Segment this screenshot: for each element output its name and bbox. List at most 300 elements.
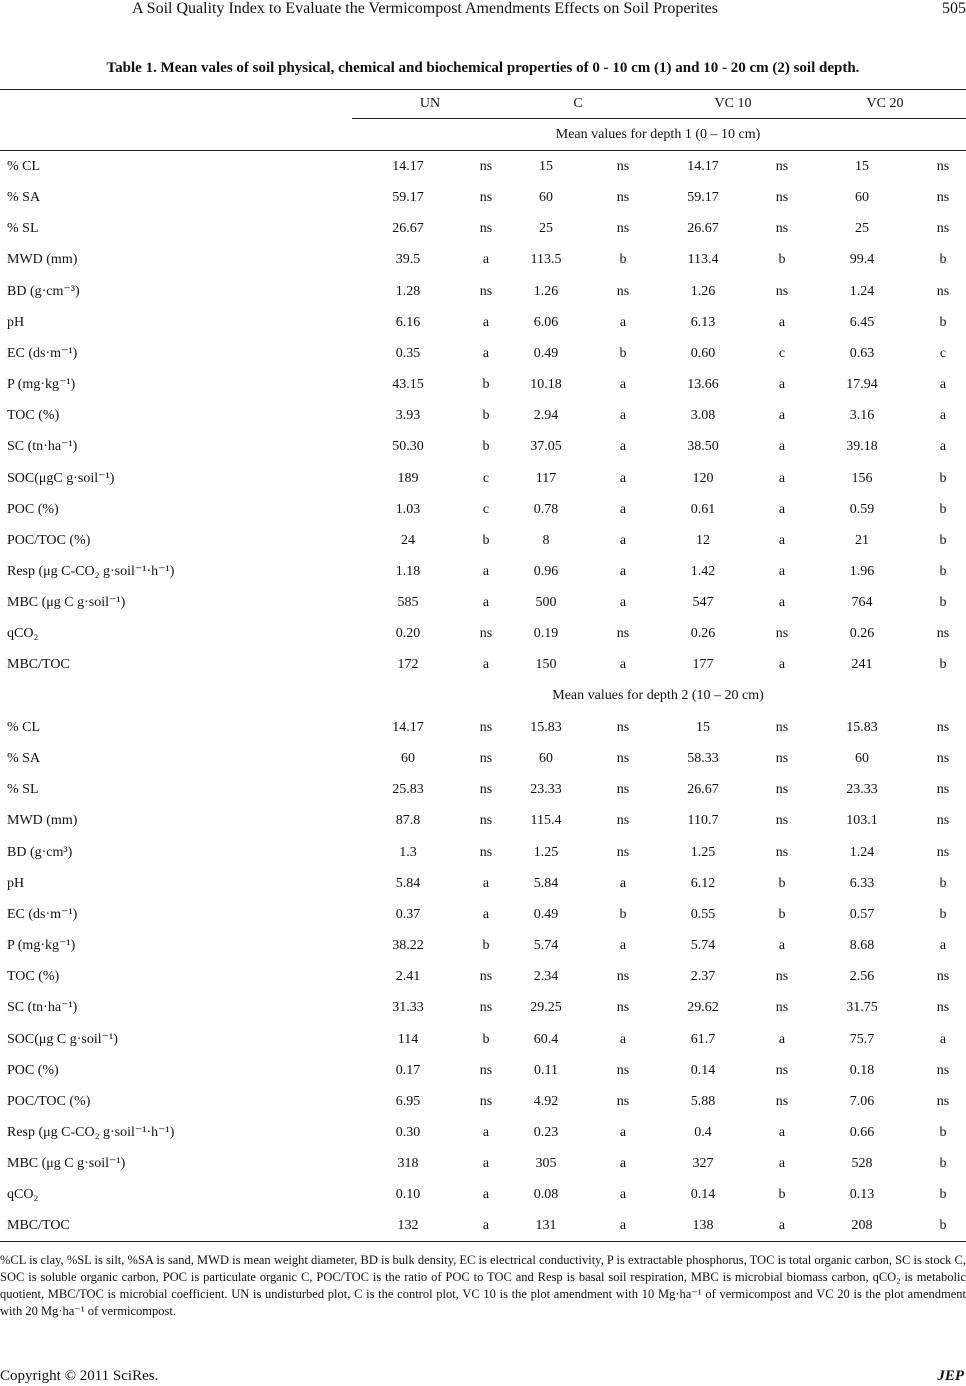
- table-cell: 6.33: [849, 876, 875, 891]
- table-cell: b: [939, 533, 947, 548]
- table-bottom-rule: [0, 1241, 966, 1242]
- table-cell: a: [482, 595, 490, 610]
- table-cell: ns: [775, 190, 789, 205]
- table-cell: ns: [479, 969, 493, 984]
- row-label: % SL: [7, 221, 39, 236]
- row-label: BD (g·cm⁻³): [7, 284, 80, 299]
- row-label: % CL: [7, 159, 41, 174]
- table-cell: ns: [479, 782, 493, 797]
- table-cell: a: [778, 595, 786, 610]
- table-cell: ns: [936, 1094, 950, 1109]
- table-cell: 2.94: [533, 408, 559, 423]
- table-cell: 120: [692, 471, 714, 486]
- table-cell: a: [778, 938, 786, 953]
- row-label: MBC/TOC: [7, 1218, 70, 1233]
- table-cell: a: [619, 595, 627, 610]
- table-cell: a: [939, 408, 947, 423]
- table-cell: 10.18: [530, 377, 562, 392]
- table-cell: a: [939, 938, 947, 953]
- table-cell: ns: [936, 782, 950, 797]
- table-cell: a: [778, 533, 786, 548]
- table-cell: ns: [616, 190, 630, 205]
- table-cell: a: [619, 408, 627, 423]
- table-cell: a: [482, 252, 490, 267]
- column-header: VC 10: [714, 96, 752, 111]
- table-cell: ns: [616, 221, 630, 236]
- table-cell: b: [939, 657, 947, 672]
- table-cell: ns: [479, 1063, 493, 1078]
- table-cell: ns: [479, 1094, 493, 1109]
- table-cell: b: [778, 1187, 786, 1202]
- table-cell: b: [939, 315, 947, 330]
- table-cell: 1.18: [395, 564, 421, 579]
- table-cell: 0.37: [395, 907, 421, 922]
- table-cell: 0.35: [395, 346, 421, 361]
- table-cell: 117: [535, 471, 557, 486]
- row-label: TOC (%): [7, 408, 60, 423]
- table-cell: 103.1: [846, 813, 878, 828]
- table-cell: ns: [616, 813, 630, 828]
- table-cell: ns: [936, 1000, 950, 1015]
- table-cell: a: [778, 1125, 786, 1140]
- table-cell: a: [619, 938, 627, 953]
- column-header: UN: [419, 96, 441, 111]
- table-cell: a: [619, 377, 627, 392]
- table-cell: ns: [775, 720, 789, 735]
- table-cell: a: [619, 315, 627, 330]
- row-label: Resp (μg C-CO₂ g·soil⁻¹·h⁻¹): [7, 564, 175, 579]
- table-cell: a: [482, 1125, 490, 1140]
- table-cell: b: [939, 564, 947, 579]
- table-cell: b: [939, 1156, 947, 1171]
- table-cell: 110.7: [687, 813, 719, 828]
- table-cell: 23.33: [846, 782, 878, 797]
- table-cell: ns: [479, 720, 493, 735]
- table-cell: b: [939, 252, 947, 267]
- table-cell: 0.26: [849, 626, 875, 641]
- table-cell: b: [939, 876, 947, 891]
- table-cell: a: [482, 657, 490, 672]
- table-cell: 1.24: [849, 845, 875, 860]
- table-cell: ns: [775, 969, 789, 984]
- table-cell: b: [939, 1125, 947, 1140]
- table-cell: 6.95: [395, 1094, 421, 1109]
- table-cell: 4.92: [533, 1094, 559, 1109]
- table-cell: c: [482, 502, 490, 517]
- table-cell: 14.17: [687, 159, 719, 174]
- table-cell: b: [482, 1032, 490, 1047]
- table-cell: b: [619, 252, 627, 267]
- table-cell: 327: [692, 1156, 714, 1171]
- table-cell: 8.68: [849, 938, 875, 953]
- table-cell: ns: [479, 626, 493, 641]
- header-bottom-rule: [0, 150, 966, 151]
- row-label: EC (ds·m⁻¹): [7, 907, 78, 922]
- table-cell: 2.37: [690, 969, 716, 984]
- table-cell: 0.08: [533, 1187, 559, 1202]
- table-cell: b: [939, 595, 947, 610]
- table-cell: ns: [775, 1094, 789, 1109]
- table-cell: a: [778, 377, 786, 392]
- table-cell: 5.88: [690, 1094, 716, 1109]
- table-cell: 0.49: [533, 346, 559, 361]
- table-cell: ns: [775, 813, 789, 828]
- row-label: qCO₂: [7, 1187, 39, 1202]
- table-cell: 0.10: [395, 1187, 421, 1202]
- column-header: VC 20: [866, 96, 904, 111]
- table-cell: a: [778, 1156, 786, 1171]
- table-cell: 5.74: [690, 938, 716, 953]
- table-cell: a: [482, 907, 490, 922]
- table-cell: 15: [696, 720, 710, 735]
- table-cell: ns: [479, 284, 493, 299]
- table-cell: ns: [936, 969, 950, 984]
- table-cell: ns: [936, 845, 950, 860]
- table-cell: ns: [936, 813, 950, 828]
- table-cell: 87.8: [395, 813, 421, 828]
- table-cell: 13.66: [687, 377, 719, 392]
- table-cell: 0.55: [690, 907, 716, 922]
- table-cell: b: [482, 377, 490, 392]
- copyright-notice: Copyright © 2011 SciRes.: [0, 1368, 159, 1384]
- row-label: TOC (%): [7, 969, 60, 984]
- column-header: C: [573, 96, 583, 111]
- table-cell: 1.24: [849, 284, 875, 299]
- table-cell: 113.4: [687, 252, 719, 267]
- row-label: BD (g·cm³): [7, 845, 73, 860]
- table-cell: 0.66: [849, 1125, 875, 1140]
- row-label: qCO₂: [7, 626, 39, 641]
- row-label: MWD (mm): [7, 813, 78, 828]
- row-label: P (mg·kg⁻¹): [7, 377, 76, 392]
- row-label: SC (tn·ha⁻¹): [7, 1000, 78, 1015]
- section-heading-depth-1: Mean values for depth 1 (0 – 10 cm): [555, 127, 761, 142]
- table-cell: 132: [397, 1218, 419, 1233]
- table-cell: a: [778, 502, 786, 517]
- table-cell: a: [619, 533, 627, 548]
- table-cell: ns: [775, 159, 789, 174]
- row-label: MBC (μg C g·soil⁻¹): [7, 595, 126, 610]
- table-cell: 26.67: [392, 221, 424, 236]
- table-cell: a: [619, 1218, 627, 1233]
- table-cell: ns: [936, 159, 950, 174]
- table-cell: ns: [616, 1094, 630, 1109]
- table-cell: a: [619, 1125, 627, 1140]
- table-cell: a: [619, 876, 627, 891]
- row-label: SC (tn·ha⁻¹): [7, 439, 78, 454]
- row-label: Resp (μg C-CO₂ g·soil⁻¹·h⁻¹): [7, 1125, 175, 1140]
- table-cell: 38.50: [687, 439, 719, 454]
- table-cell: 0.17: [395, 1063, 421, 1078]
- table-cell: 61.7: [690, 1032, 716, 1047]
- table-cell: ns: [479, 190, 493, 205]
- table-cell: ns: [479, 221, 493, 236]
- row-label: % CL: [7, 720, 41, 735]
- table-cell: 29.25: [530, 1000, 562, 1015]
- table-cell: a: [482, 1187, 490, 1202]
- table-cell: 585: [397, 595, 419, 610]
- table-cell: 6.06: [533, 315, 559, 330]
- table-cell: 21: [855, 533, 869, 548]
- table-cell: b: [939, 1187, 947, 1202]
- row-label: % SA: [7, 751, 41, 766]
- table-cell: b: [778, 876, 786, 891]
- table-cell: 547: [692, 595, 714, 610]
- table-cell: 5.74: [533, 938, 559, 953]
- table-cell: 2.56: [849, 969, 875, 984]
- table-cell: 0.13: [849, 1187, 875, 1202]
- table-cell: 29.62: [687, 1000, 719, 1015]
- table-cell: 50.30: [392, 439, 424, 454]
- table-cell: 0.60: [690, 346, 716, 361]
- table-cell: 0.4: [694, 1125, 712, 1140]
- table-cell: 60: [401, 751, 415, 766]
- table-cell: 0.23: [533, 1125, 559, 1140]
- table-cell: ns: [936, 1063, 950, 1078]
- table-cell: 0.14: [690, 1063, 716, 1078]
- table-cell: 2.41: [395, 969, 421, 984]
- table-cell: ns: [616, 751, 630, 766]
- table-cell: c: [778, 346, 786, 361]
- table-cell: ns: [775, 221, 789, 236]
- table-cell: a: [619, 1032, 627, 1047]
- table-cell: 60.4: [533, 1032, 559, 1047]
- table-cell: 150: [535, 657, 557, 672]
- table-cell: a: [778, 471, 786, 486]
- table-cell: 26.67: [687, 782, 719, 797]
- table-cell: a: [482, 1218, 490, 1233]
- row-label: % SA: [7, 190, 41, 205]
- table-cell: 25: [539, 221, 553, 236]
- table-top-rule: [0, 89, 966, 90]
- table-cell: ns: [775, 1063, 789, 1078]
- table-cell: a: [778, 1218, 786, 1233]
- table-cell: b: [482, 533, 490, 548]
- table-cell: 177: [692, 657, 714, 672]
- row-label: MWD (mm): [7, 252, 78, 267]
- table-cell: 3.16: [849, 408, 875, 423]
- table-cell: b: [619, 346, 627, 361]
- table-cell: ns: [616, 845, 630, 860]
- table-cell: 113.5: [530, 252, 562, 267]
- row-label: % SL: [7, 782, 39, 797]
- table-cell: 1.28: [395, 284, 421, 299]
- table-cell: 59.17: [687, 190, 719, 205]
- table-cell: ns: [616, 720, 630, 735]
- table-cell: 0.61: [690, 502, 716, 517]
- table-footnote: %CL is clay, %SL is silt, %SA is sand, MWD is mean weight diameter, BD is bulk density, EC is electrical conductivity, P is extractable phosphorus, TOC is total organic carbon, SC is stock C, SOC is soluble organic carbon, POC is particulate organic C, POC/TOC is the ratio of POC to TOC and Resp is basal soil respiration, MBC is microbial biomass carbon, qCO₂ is metabolic quotient, MBC/TOC is microbial coefficient. UN is undisturbed plot, C is the control plot, VC 10 is the plot amendment with 10 Mg·ha⁻¹ of vermicompost and VC 20 is the plot amendment with 20 Mg·ha⁻¹ of vermicompost.: [0, 1253, 966, 1318]
- table-cell: a: [939, 377, 947, 392]
- table-cell: ns: [616, 1063, 630, 1078]
- table-cell: ns: [616, 284, 630, 299]
- table-cell: 60: [855, 751, 869, 766]
- table-cell: ns: [775, 284, 789, 299]
- table-cell: b: [939, 471, 947, 486]
- table-cell: c: [482, 471, 490, 486]
- table-cell: 156: [851, 471, 873, 486]
- table-cell: ns: [775, 845, 789, 860]
- table-cell: ns: [775, 1000, 789, 1015]
- table-cell: 1.03: [395, 502, 421, 517]
- table-cell: 3.08: [690, 408, 716, 423]
- row-label: pH: [7, 876, 25, 891]
- table-cell: b: [939, 907, 947, 922]
- row-label: POC (%): [7, 1063, 59, 1078]
- table-cell: 23.33: [530, 782, 562, 797]
- table-cell: 5.84: [533, 876, 559, 891]
- table-cell: a: [778, 657, 786, 672]
- table-cell: a: [482, 564, 490, 579]
- row-label: SOC(μgC g·soil⁻¹): [7, 471, 115, 486]
- row-label: pH: [7, 315, 25, 330]
- table-cell: ns: [775, 751, 789, 766]
- row-label: MBC/TOC: [7, 657, 70, 672]
- table-cell: a: [482, 1156, 490, 1171]
- header-sub-rule: [352, 118, 966, 119]
- table-cell: ns: [616, 969, 630, 984]
- table-cell: 25.83: [392, 782, 424, 797]
- table-cell: a: [482, 315, 490, 330]
- table-cell: 0.78: [533, 502, 559, 517]
- table-cell: 14.17: [392, 159, 424, 174]
- table-cell: ns: [479, 159, 493, 174]
- table-cell: 131: [535, 1218, 557, 1233]
- table-cell: ns: [616, 1000, 630, 1015]
- table-cell: 99.4: [849, 252, 875, 267]
- table-cell: a: [619, 1156, 627, 1171]
- table-cell: ns: [775, 626, 789, 641]
- table-cell: b: [482, 408, 490, 423]
- table-cell: 6.16: [395, 315, 421, 330]
- table-cell: b: [939, 1218, 947, 1233]
- row-label: POC/TOC (%): [7, 533, 91, 548]
- table-cell: ns: [936, 751, 950, 766]
- table-cell: a: [778, 408, 786, 423]
- table-cell: 31.75: [846, 1000, 878, 1015]
- table-cell: 0.57: [849, 907, 875, 922]
- table-cell: 15: [855, 159, 869, 174]
- table-cell: a: [482, 876, 490, 891]
- table-cell: 38.22: [392, 938, 424, 953]
- table-cell: a: [619, 439, 627, 454]
- table-cell: 43.15: [392, 377, 424, 392]
- table-cell: 15.83: [846, 720, 878, 735]
- table-cell: b: [939, 502, 947, 517]
- page-number: 505: [942, 0, 966, 17]
- table-cell: a: [778, 1032, 786, 1047]
- table-caption: Table 1. Mean vales of soil physical, chemical and biochemical properties of 0 - 10 cm (1) and 10 - 20 cm (2) soil depth.: [106, 60, 860, 76]
- table-cell: ns: [936, 221, 950, 236]
- table-cell: 0.11: [534, 1063, 558, 1078]
- table-cell: 241: [851, 657, 873, 672]
- table-cell: 208: [851, 1218, 873, 1233]
- table-cell: a: [778, 439, 786, 454]
- table-cell: a: [619, 502, 627, 517]
- table-cell: ns: [936, 720, 950, 735]
- table-cell: 114: [397, 1032, 419, 1047]
- table-cell: 305: [535, 1156, 557, 1171]
- section-heading-depth-2: Mean values for depth 2 (10 – 20 cm): [552, 688, 764, 703]
- table-cell: 318: [397, 1156, 419, 1171]
- table-cell: b: [619, 907, 627, 922]
- table-cell: 1.26: [533, 284, 559, 299]
- table-cell: a: [619, 564, 627, 579]
- table-cell: 26.67: [687, 221, 719, 236]
- table-cell: 1.96: [849, 564, 875, 579]
- table-cell: a: [778, 315, 786, 330]
- table-cell: b: [778, 907, 786, 922]
- table-cell: a: [939, 1032, 947, 1047]
- table-cell: b: [778, 252, 786, 267]
- row-label: P (mg·kg⁻¹): [7, 938, 76, 953]
- table-cell: 1.25: [690, 845, 716, 860]
- row-label: MBC (μg C g·soil⁻¹): [7, 1156, 126, 1171]
- table-cell: 1.25: [533, 845, 559, 860]
- table-cell: ns: [616, 626, 630, 641]
- table-cell: 1.3: [399, 845, 417, 860]
- table-cell: ns: [775, 782, 789, 797]
- table-cell: a: [778, 564, 786, 579]
- table-cell: ns: [479, 751, 493, 766]
- table-cell: 0.59: [849, 502, 875, 517]
- table-cell: 24: [401, 533, 415, 548]
- table-cell: ns: [936, 626, 950, 641]
- table-cell: 60: [539, 751, 553, 766]
- table-cell: ns: [616, 782, 630, 797]
- table-cell: 0.30: [395, 1125, 421, 1140]
- table-cell: ns: [936, 284, 950, 299]
- table-cell: 1.42: [690, 564, 716, 579]
- table-cell: 1.26: [690, 284, 716, 299]
- table-cell: a: [482, 346, 490, 361]
- table-cell: 17.94: [846, 377, 878, 392]
- table-cell: ns: [479, 813, 493, 828]
- table-cell: 0.96: [533, 564, 559, 579]
- table-cell: 0.18: [849, 1063, 875, 1078]
- table-cell: 0.26: [690, 626, 716, 641]
- table-cell: ns: [616, 159, 630, 174]
- table-cell: 0.14: [690, 1187, 716, 1202]
- table-cell: 12: [696, 533, 710, 548]
- table-cell: 15.83: [530, 720, 562, 735]
- table-cell: 0.19: [533, 626, 559, 641]
- table-cell: 39.18: [846, 439, 878, 454]
- table-cell: 528: [851, 1156, 873, 1171]
- table-cell: ns: [936, 190, 950, 205]
- table-cell: a: [619, 657, 627, 672]
- table-cell: 6.12: [690, 876, 716, 891]
- table-cell: 189: [397, 471, 419, 486]
- row-label: POC/TOC (%): [7, 1094, 91, 1109]
- row-label: POC (%): [7, 502, 59, 517]
- table-cell: 75.7: [849, 1032, 875, 1047]
- table-cell: 2.34: [533, 969, 559, 984]
- table-cell: 60: [539, 190, 553, 205]
- table-cell: ns: [479, 1000, 493, 1015]
- row-label: SOC(μg C g·soil⁻¹): [7, 1032, 118, 1047]
- table-cell: 0.63: [849, 346, 875, 361]
- table-cell: 39.5: [395, 252, 421, 267]
- table-cell: 59.17: [392, 190, 424, 205]
- table-cell: 172: [397, 657, 419, 672]
- running-title: A Soil Quality Index to Evaluate the Vermicompost Amendments Effects on Soil Properites: [132, 0, 718, 17]
- table-cell: 37.05: [530, 439, 562, 454]
- table-cell: ns: [479, 845, 493, 860]
- table-cell: 6.45: [849, 315, 875, 330]
- table-cell: 8: [542, 533, 550, 548]
- table-cell: c: [939, 346, 947, 361]
- table-cell: 14.17: [392, 720, 424, 735]
